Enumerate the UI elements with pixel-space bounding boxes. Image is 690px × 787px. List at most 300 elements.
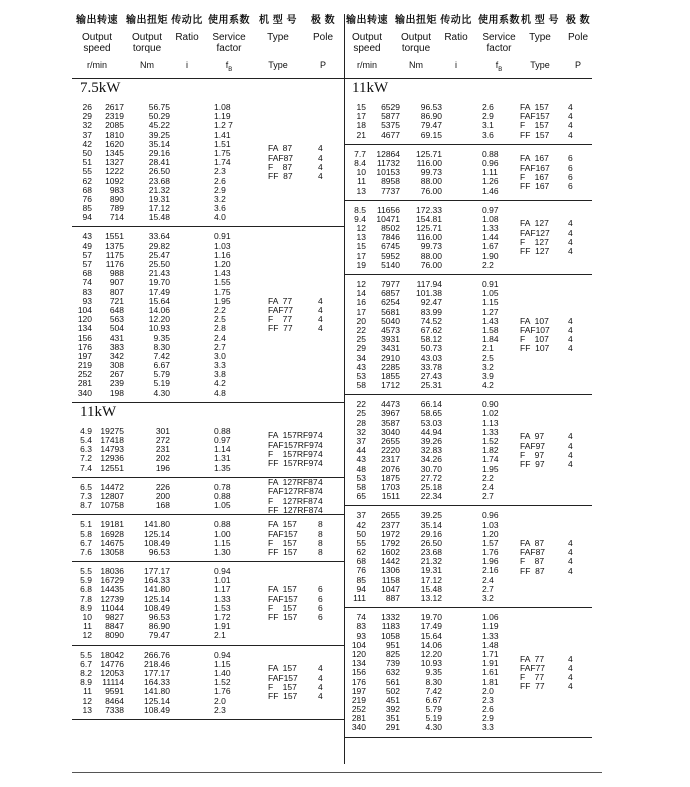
speed-value: 176 bbox=[77, 341, 92, 352]
ratio-value: 116.00 bbox=[416, 157, 442, 168]
torque-value: 561 bbox=[385, 676, 400, 687]
ratio-value: 96.53 bbox=[148, 612, 170, 622]
service-factor-value: 1.52 bbox=[214, 677, 231, 688]
ratio-value: 45.22 bbox=[148, 120, 170, 131]
service-factor-value: 0.88 bbox=[214, 519, 231, 530]
type-row bbox=[72, 674, 344, 683]
speed-value: 37 bbox=[356, 436, 366, 446]
motor-group bbox=[344, 201, 592, 275]
speed-value: 5.1 bbox=[80, 519, 92, 530]
type-row bbox=[344, 655, 592, 664]
ratio-value: 25.50 bbox=[148, 259, 170, 269]
type-row bbox=[344, 154, 592, 163]
ratio-value: 67.62 bbox=[420, 324, 442, 335]
speed-value: 17 bbox=[356, 250, 366, 261]
speed-value: 76 bbox=[356, 565, 366, 576]
service-factor-value: 2.3 bbox=[214, 704, 226, 715]
left-table bbox=[72, 14, 344, 720]
ratio-value: 66.14 bbox=[420, 399, 442, 410]
header-unit: Type bbox=[268, 60, 288, 70]
header-en: Ratio bbox=[175, 32, 199, 43]
motor-type: FF 157 bbox=[268, 546, 298, 557]
service-factor-value: 3.2 bbox=[482, 361, 494, 372]
ratio-value: 164.33 bbox=[144, 575, 170, 586]
ratio-value: 8.30 bbox=[153, 341, 170, 352]
speed-value: 120 bbox=[351, 648, 366, 659]
service-factor-value: 3.9 bbox=[482, 370, 494, 381]
service-factor-value: 2.2 bbox=[482, 472, 494, 483]
speed-value: 8.5 bbox=[354, 204, 366, 215]
service-factor-value: 1.91 bbox=[482, 658, 499, 669]
service-factor-value: 3.3 bbox=[214, 360, 226, 371]
torque-value: 18036 bbox=[100, 566, 124, 577]
table-row bbox=[72, 631, 344, 640]
ratio-value: 266.76 bbox=[144, 649, 170, 660]
type-row bbox=[72, 683, 344, 692]
motor-type: FAF77 bbox=[520, 662, 546, 673]
torque-value: 2317 bbox=[381, 454, 400, 465]
table-row bbox=[344, 705, 592, 714]
service-factor-value: 1.20 bbox=[482, 528, 499, 539]
type-row bbox=[344, 673, 592, 682]
speed-value: 22 bbox=[356, 324, 366, 335]
ratio-value: 32.83 bbox=[420, 445, 442, 456]
header-cn: 使用系数 bbox=[478, 15, 520, 26]
speed-value: 50 bbox=[356, 528, 366, 539]
pole-count: 4 bbox=[568, 449, 573, 460]
service-factor-value: 1.76 bbox=[214, 686, 231, 697]
header-unit: $f_B$ bbox=[225, 60, 233, 73]
header-cell bbox=[170, 14, 204, 70]
type-row bbox=[344, 344, 592, 353]
torque-value: 14435 bbox=[100, 584, 124, 595]
type-row bbox=[72, 172, 344, 181]
torque-value: 2377 bbox=[381, 519, 400, 530]
power-heading: 11kW bbox=[80, 403, 117, 420]
header-unit: r/min bbox=[357, 60, 377, 70]
service-factor-value: 3.8 bbox=[214, 369, 226, 380]
service-factor-value: 2.2 bbox=[214, 304, 226, 315]
ratio-value: 44.94 bbox=[420, 426, 442, 437]
service-factor-value: 0.91 bbox=[482, 279, 499, 289]
ratio-value: 116.00 bbox=[416, 232, 442, 243]
pole-count: 6 bbox=[318, 602, 323, 613]
type-row bbox=[344, 317, 592, 326]
torque-value: 342 bbox=[109, 350, 124, 361]
speed-value: 8.4 bbox=[354, 157, 366, 168]
ratio-value: 17.12 bbox=[420, 574, 442, 585]
service-factor-value: 0.94 bbox=[214, 649, 231, 660]
torque-value: 1375 bbox=[105, 240, 124, 251]
ratio-value: 125.14 bbox=[144, 695, 170, 706]
service-factor-value: 2.6 bbox=[482, 704, 494, 715]
torque-value: 4473 bbox=[381, 399, 400, 410]
ratio-value: 99.73 bbox=[420, 241, 442, 252]
service-factor-value: 1.53 bbox=[214, 602, 231, 613]
speed-value: 74 bbox=[82, 277, 92, 288]
type-row bbox=[72, 315, 344, 324]
pole-count: 8 bbox=[318, 519, 323, 530]
header-cn: 使用系数 bbox=[208, 15, 250, 26]
type-row bbox=[344, 247, 592, 256]
service-factor-value: 3.2 bbox=[214, 193, 226, 204]
ratio-value: 9.35 bbox=[153, 332, 170, 343]
service-factor-value: 1.31 bbox=[214, 453, 231, 464]
torque-value: 3967 bbox=[381, 408, 400, 419]
pole-count: 4 bbox=[568, 565, 573, 576]
torque-value: 19275 bbox=[100, 425, 124, 436]
motor-type: FAF157RF97 bbox=[268, 439, 319, 450]
ratio-value: 7.42 bbox=[153, 350, 170, 361]
speed-value: 10 bbox=[356, 167, 366, 178]
speed-value: 12 bbox=[356, 223, 366, 234]
torque-value: 1602 bbox=[381, 547, 400, 558]
speed-value: 340 bbox=[351, 722, 366, 733]
motor-group bbox=[344, 506, 592, 608]
speed-value: 7.6 bbox=[80, 546, 92, 557]
ratio-value: 86.90 bbox=[148, 621, 170, 632]
speed-value: 48 bbox=[356, 463, 366, 474]
speed-value: 43 bbox=[82, 231, 92, 242]
speed-value: 26 bbox=[82, 102, 92, 112]
type-row bbox=[344, 121, 592, 130]
header-en: Pole bbox=[312, 32, 333, 43]
service-factor-value: 0.91 bbox=[214, 231, 231, 242]
service-factor-value: 2.9 bbox=[214, 184, 226, 195]
service-factor-value: 1.41 bbox=[214, 129, 231, 140]
table-row bbox=[344, 714, 592, 723]
motor-type: FF 127 bbox=[520, 246, 550, 257]
pole-count: 4 bbox=[318, 672, 323, 683]
pole-count: 4 bbox=[568, 662, 573, 673]
motor-type: FA 157 bbox=[268, 584, 297, 595]
ratio-value: 9.35 bbox=[425, 667, 442, 678]
ratio-value: 272 bbox=[155, 435, 170, 445]
ratio-value: 50.29 bbox=[148, 111, 170, 122]
service-factor-value: 1.15 bbox=[482, 297, 499, 308]
pole-count: 4 bbox=[318, 495, 323, 506]
torque-value: 1092 bbox=[105, 175, 124, 186]
torque-value: 2617 bbox=[105, 102, 124, 112]
service-factor-value: 1.19 bbox=[482, 621, 499, 632]
torque-value: 563 bbox=[109, 314, 124, 325]
header-cell bbox=[302, 14, 344, 70]
service-factor-value: 2.3 bbox=[482, 694, 494, 705]
service-factor-value: 2.16 bbox=[482, 565, 499, 576]
service-factor-value: 3.0 bbox=[214, 350, 226, 361]
ratio-value: 5.79 bbox=[425, 704, 442, 715]
ratio-value: 117.94 bbox=[416, 279, 442, 289]
torque-value: 431 bbox=[109, 332, 124, 343]
ratio-value: 4.30 bbox=[425, 722, 442, 733]
pole-count: 6 bbox=[568, 171, 573, 182]
ratio-value: 43.03 bbox=[420, 352, 442, 363]
ratio-value: 39.26 bbox=[420, 436, 442, 446]
header-cell bbox=[72, 14, 122, 70]
torque-value: 291 bbox=[385, 722, 400, 733]
header-unit: Nm bbox=[140, 60, 154, 70]
motor-group bbox=[72, 422, 344, 478]
speed-value: 11 bbox=[357, 176, 366, 187]
pole-count: 4 bbox=[568, 556, 573, 567]
speed-value: 25 bbox=[356, 408, 366, 419]
torque-value: 8090 bbox=[105, 630, 124, 641]
service-factor-value: 2.2 bbox=[482, 259, 494, 270]
motor-group bbox=[72, 478, 344, 516]
pole-count: 8 bbox=[318, 546, 323, 557]
pole-count: 4 bbox=[318, 295, 323, 306]
service-factor-value: 0.96 bbox=[482, 157, 499, 168]
ratio-value: 21.43 bbox=[148, 268, 170, 279]
torque-value: 2910 bbox=[381, 352, 400, 363]
motor-type: FA 87 bbox=[268, 143, 293, 154]
ratio-value: 6.67 bbox=[153, 360, 170, 371]
torque-value: 6529 bbox=[381, 102, 400, 112]
torque-value: 1855 bbox=[381, 370, 400, 381]
type-row bbox=[344, 442, 592, 451]
motor-type: FF 157RF97 bbox=[268, 458, 319, 468]
ratio-value: 5.19 bbox=[425, 713, 442, 724]
torque-value: 3587 bbox=[381, 417, 400, 428]
pole-count: 4 bbox=[568, 671, 573, 682]
torque-value: 1306 bbox=[381, 565, 400, 576]
torque-value: 9827 bbox=[105, 612, 124, 622]
header-unit: i bbox=[455, 60, 457, 70]
service-factor-value: 2.0 bbox=[482, 685, 494, 696]
motor-type: F 77 bbox=[520, 671, 545, 682]
speed-value: 13 bbox=[82, 704, 92, 715]
torque-value: 1058 bbox=[381, 630, 400, 641]
pole-count: 4 bbox=[318, 663, 323, 674]
motor-type: FAF107 bbox=[520, 325, 550, 335]
motor-type: F 87 bbox=[268, 161, 293, 172]
speed-value: 5.5 bbox=[80, 566, 92, 577]
speed-value: 58 bbox=[356, 380, 366, 391]
service-factor-value: 1.20 bbox=[214, 259, 231, 269]
motor-type: FA 157 bbox=[268, 663, 297, 674]
torque-value: 502 bbox=[385, 685, 400, 696]
service-factor-value: 1.71 bbox=[482, 648, 499, 659]
speed-value: 16 bbox=[356, 297, 366, 308]
motor-type: FF 107 bbox=[520, 343, 550, 354]
pole-count: 4 bbox=[568, 431, 573, 442]
service-factor-value: 1.01 bbox=[214, 575, 231, 586]
torque-value: 1712 bbox=[381, 380, 400, 391]
speed-value: 43 bbox=[356, 361, 366, 372]
table-row bbox=[344, 381, 592, 390]
service-factor-value: 3.6 bbox=[482, 129, 494, 140]
speed-value: 7.7 bbox=[354, 148, 366, 159]
service-factor-value: 2.0 bbox=[214, 695, 226, 706]
header-unit: P bbox=[574, 60, 581, 70]
service-factor-value: 1.40 bbox=[214, 667, 231, 678]
speed-value: 6.3 bbox=[80, 444, 92, 455]
ratio-value: 108.49 bbox=[144, 704, 170, 715]
speed-value: 219 bbox=[77, 360, 92, 371]
torque-value: 648 bbox=[109, 304, 124, 315]
speed-value: 29 bbox=[356, 343, 366, 354]
type-row bbox=[344, 182, 592, 191]
ratio-value: 177.17 bbox=[144, 667, 170, 678]
service-factor-value: 1.00 bbox=[214, 528, 231, 539]
type-row bbox=[344, 432, 592, 441]
ratio-value: 34.26 bbox=[420, 454, 442, 465]
service-factor-value: 0.78 bbox=[214, 481, 231, 492]
motor-type: FA 77 bbox=[520, 653, 545, 664]
ratio-value: 196 bbox=[155, 462, 170, 473]
header-cn: 传动比 bbox=[171, 15, 203, 26]
torque-value: 739 bbox=[385, 658, 400, 669]
speed-value: 21 bbox=[356, 129, 366, 140]
pole-count: 4 bbox=[568, 218, 573, 229]
torque-value: 721 bbox=[109, 295, 124, 306]
torque-value: 3040 bbox=[381, 426, 400, 437]
header-cn: 输出扭矩 bbox=[395, 15, 437, 26]
service-factor-value: 1.33 bbox=[482, 223, 499, 234]
header-cell bbox=[518, 14, 562, 70]
speed-value: 50 bbox=[82, 147, 92, 158]
torque-value: 8847 bbox=[105, 621, 124, 632]
motor-type: FAF87 bbox=[520, 547, 546, 558]
table-row bbox=[72, 706, 344, 715]
pole-count: 8 bbox=[318, 528, 323, 539]
pole-count: 6 bbox=[568, 153, 573, 164]
torque-value: 890 bbox=[109, 193, 124, 204]
torque-value: 1810 bbox=[105, 129, 124, 140]
speed-value: 58 bbox=[356, 481, 366, 492]
service-factor-value: 0.88 bbox=[482, 148, 499, 159]
speed-value: 252 bbox=[351, 704, 366, 715]
torque-value: 13058 bbox=[100, 546, 124, 557]
speed-value: 57 bbox=[82, 249, 92, 260]
torque-value: 12551 bbox=[100, 462, 124, 473]
speed-value: 62 bbox=[82, 175, 92, 186]
header-cn: 输出扭矩 bbox=[126, 15, 168, 26]
service-factor-value: 1.55 bbox=[214, 277, 231, 288]
motor-group bbox=[72, 646, 344, 720]
motor-group bbox=[344, 98, 592, 145]
speed-value: 65 bbox=[356, 491, 366, 502]
header-cell bbox=[254, 14, 302, 70]
torque-value: 5375 bbox=[381, 120, 400, 131]
speed-value: 43 bbox=[356, 454, 366, 465]
ratio-value: 5.19 bbox=[153, 378, 170, 389]
speed-value: 53 bbox=[356, 370, 366, 381]
ratio-value: 74.52 bbox=[420, 315, 442, 326]
pole-count: 4 bbox=[568, 681, 573, 692]
table-row bbox=[344, 492, 592, 501]
torque-value: 451 bbox=[385, 694, 400, 705]
ratio-value: 86.90 bbox=[420, 111, 442, 122]
service-factor-value: 1.2 7 bbox=[214, 120, 233, 131]
pole-count: 4 bbox=[568, 246, 573, 257]
torque-value: 8464 bbox=[105, 695, 124, 706]
pole-count: 4 bbox=[318, 430, 323, 441]
motor-group bbox=[344, 275, 592, 395]
torque-value: 6857 bbox=[381, 288, 400, 299]
motor-group bbox=[72, 562, 344, 646]
speed-value: 12 bbox=[356, 279, 366, 289]
motor-type: FA 157 bbox=[268, 519, 297, 530]
pole-count: 4 bbox=[318, 690, 323, 701]
torque-value: 2076 bbox=[381, 463, 400, 474]
ratio-value: 226 bbox=[155, 481, 170, 492]
speed-value: 15 bbox=[356, 241, 366, 252]
motor-group bbox=[344, 145, 592, 201]
torque-value: 632 bbox=[385, 667, 400, 678]
power-heading: 11kW bbox=[352, 80, 389, 96]
torque-value: 14675 bbox=[100, 537, 124, 548]
speed-value: 85 bbox=[82, 203, 92, 214]
torque-value: 983 bbox=[109, 184, 124, 195]
service-factor-value: 1.51 bbox=[214, 138, 231, 149]
torque-value: 5877 bbox=[381, 111, 400, 122]
motor-type: F 167 bbox=[520, 171, 549, 182]
torque-value: 7846 bbox=[381, 232, 400, 243]
ratio-value: 141.80 bbox=[144, 584, 170, 595]
type-row bbox=[344, 219, 592, 228]
service-factor-value: 2.6 bbox=[214, 175, 226, 186]
type-row bbox=[72, 324, 344, 333]
torque-value: 5952 bbox=[381, 250, 400, 261]
speed-value: 12 bbox=[82, 630, 92, 641]
service-factor-value: 1.52 bbox=[482, 436, 499, 446]
speed-value: 37 bbox=[82, 129, 92, 140]
ratio-value: 10.93 bbox=[420, 658, 442, 669]
torque-value: 789 bbox=[109, 203, 124, 214]
type-row bbox=[72, 506, 344, 515]
type-row bbox=[344, 103, 592, 112]
service-factor-value: 1.02 bbox=[482, 408, 499, 419]
service-factor-value: 2.1 bbox=[482, 343, 494, 354]
service-factor-value: 1.43 bbox=[482, 315, 499, 326]
pole-count: 4 bbox=[568, 440, 573, 451]
header-cell bbox=[434, 14, 478, 70]
service-factor-value: 4.2 bbox=[482, 380, 494, 391]
speed-value: 68 bbox=[356, 556, 366, 567]
speed-value: 14 bbox=[356, 288, 366, 299]
ratio-value: 28.41 bbox=[148, 157, 170, 168]
ratio-value: 29.82 bbox=[148, 240, 170, 251]
service-factor-value: 1.67 bbox=[482, 241, 499, 252]
torque-value: 1442 bbox=[381, 556, 400, 567]
motor-type: FF 87 bbox=[268, 171, 293, 181]
speed-value: 5.4 bbox=[80, 435, 92, 445]
torque-value: 10153 bbox=[376, 167, 400, 178]
speed-value: 57 bbox=[82, 259, 92, 269]
speed-value: 5.5 bbox=[80, 649, 92, 660]
type-row bbox=[344, 567, 592, 576]
torque-value: 392 bbox=[385, 704, 400, 715]
type-row bbox=[344, 112, 592, 121]
pole-count: 4 bbox=[568, 334, 573, 345]
torque-value: 1158 bbox=[381, 574, 400, 585]
pole-count: 6 bbox=[318, 593, 323, 604]
speed-value: 104 bbox=[351, 639, 366, 650]
ratio-value: 125.14 bbox=[144, 593, 170, 604]
ratio-value: 108.49 bbox=[144, 602, 170, 613]
speed-value: 134 bbox=[351, 658, 366, 669]
type-row bbox=[344, 451, 592, 460]
torque-value: 807 bbox=[109, 286, 124, 297]
service-factor-value: 2.3 bbox=[214, 166, 226, 177]
motor-type: FF 77 bbox=[268, 323, 293, 334]
table-row bbox=[344, 723, 592, 732]
type-row bbox=[344, 460, 592, 469]
type-row bbox=[344, 238, 592, 247]
speed-value: 34 bbox=[356, 352, 366, 363]
torque-value: 1703 bbox=[381, 481, 400, 492]
